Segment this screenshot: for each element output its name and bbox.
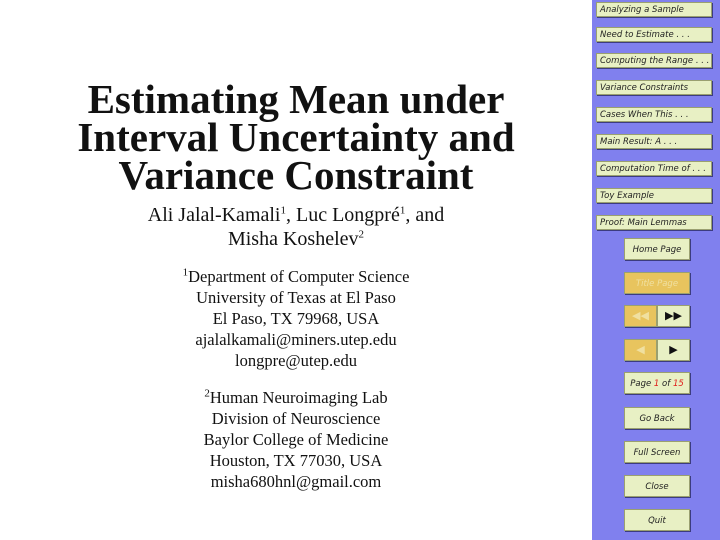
quit-button[interactable]: Quit — [624, 509, 690, 531]
affil-mark: 2 — [204, 387, 210, 400]
sidebar-item-main-result[interactable]: Main Result: A . . . — [596, 134, 712, 149]
authors — [60, 203, 532, 251]
previous-page-button[interactable]: ◀ — [624, 339, 657, 361]
home-page-button[interactable]: Home Page — [624, 238, 690, 260]
page-of: of — [662, 379, 671, 389]
close-button[interactable]: Close — [624, 475, 690, 497]
sidebar-item-computation-time[interactable]: Computation Time of . . . — [596, 161, 712, 176]
sidebar-item-proof-main-lemmas[interactable]: Proof: Main Lemmas — [596, 215, 712, 230]
affiliation-line: El Paso, TX 79968, USA — [212, 309, 380, 328]
author-affil-mark: 1 — [399, 204, 406, 217]
email: longpre@utep.edu — [235, 351, 357, 370]
slide-title — [40, 76, 552, 198]
page-current: 1 — [653, 379, 660, 389]
title-page-button[interactable]: Title Page — [624, 272, 690, 294]
authors-line-2 — [60, 227, 532, 251]
full-screen-button[interactable]: Full Screen — [624, 441, 690, 463]
title-line: Variance Constraint — [118, 152, 474, 198]
navigation-sidebar — [592, 0, 720, 540]
email: ajalalkamali@miners.utep.edu — [195, 330, 397, 349]
first-page-button[interactable]: ◀◀ — [624, 305, 657, 327]
sidebar-item-computing-range[interactable]: Computing the Range . . . — [596, 53, 712, 68]
affiliation-line — [60, 266, 532, 287]
sidebar-item-cases-when[interactable]: Cases When This . . . — [596, 107, 712, 122]
affiliation-line: University of Texas at El Paso — [196, 288, 396, 307]
authors-line-1 — [60, 203, 532, 227]
affil-mark: 1 — [182, 266, 189, 279]
sidebar-item-need-to-estimate[interactable]: Need to Estimate . . . — [596, 27, 712, 42]
author-name: Ali Jalal-Kamali — [147, 204, 281, 226]
affiliation-dept: Human Neuroimaging Lab — [209, 388, 388, 407]
last-page-button[interactable]: ▶▶ — [657, 305, 690, 327]
title-line: Estimating Mean under — [87, 76, 505, 122]
author-name: Misha Koshelev — [227, 228, 359, 250]
author-affil-mark: 1 — [280, 204, 286, 217]
next-page-button[interactable]: ▶ — [657, 339, 690, 361]
affiliation-line: Baylor College of Medicine — [203, 430, 389, 449]
sidebar-item-analyzing-sample[interactable]: Analyzing a Sample — [596, 2, 712, 17]
affiliation-line — [60, 387, 532, 408]
page-indicator — [624, 372, 690, 394]
go-back-button[interactable]: Go Back — [624, 407, 690, 429]
title-line: Interval Uncertainty and — [77, 114, 515, 160]
affiliation-1 — [60, 266, 532, 371]
affiliation-dept: Department of Computer Science — [188, 267, 410, 286]
sidebar-item-variance-constraints[interactable]: Variance Constraints — [596, 80, 712, 95]
page-label: Page — [630, 379, 652, 389]
author-separator: , and — [405, 204, 445, 226]
page-total: 15 — [672, 379, 684, 389]
sidebar-item-toy-example[interactable]: Toy Example — [596, 188, 712, 203]
email: misha680hnl@gmail.com — [210, 472, 382, 491]
author-affil-mark: 2 — [358, 228, 365, 241]
affiliation-2 — [60, 387, 532, 492]
affiliation-line: Division of Neuroscience — [211, 409, 381, 428]
author-name: , Luc Longpré — [285, 204, 400, 226]
affiliation-line: Houston, TX 77030, USA — [209, 451, 383, 470]
